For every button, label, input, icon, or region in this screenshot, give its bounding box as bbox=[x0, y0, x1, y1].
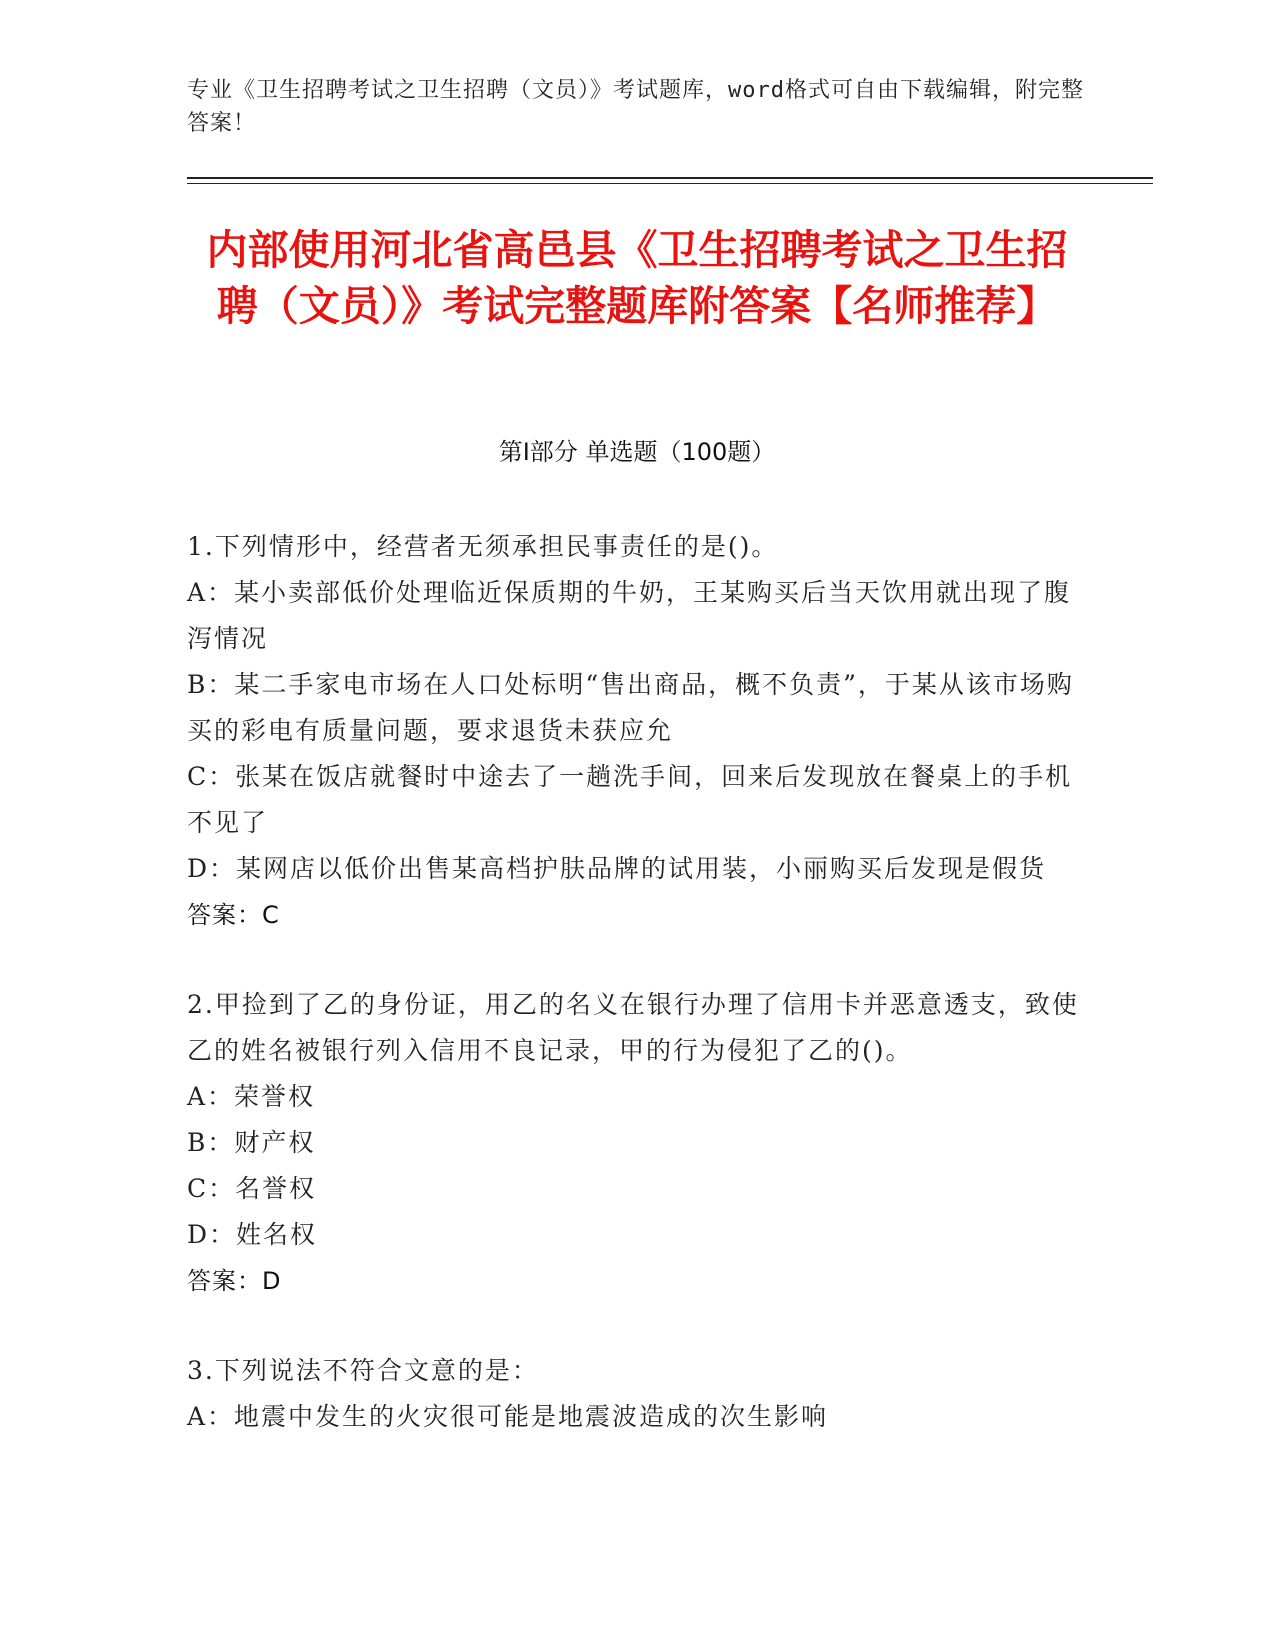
option-d: D：某网店以低价出售某高档护肤品牌的试用装，小丽购买后发现是假货 bbox=[187, 854, 1047, 883]
option-b: B：某二手家电市场在人口处标明“售出商品，概不负责”，于某从该市场购买的彩电有质量问题，要求退货未获应允 bbox=[187, 670, 1074, 745]
answer-line: 答案：C bbox=[187, 901, 280, 929]
answer-line: 答案：D bbox=[187, 1267, 282, 1295]
header-divider-thick bbox=[187, 177, 1153, 179]
question-2 bbox=[187, 982, 1087, 1304]
question-3 bbox=[187, 1348, 1087, 1440]
option-b: B：财产权 bbox=[187, 1128, 316, 1157]
question-stem: 3.下列说法不符合文意的是： bbox=[187, 1356, 539, 1385]
section-heading: 第Ⅰ部分 单选题（100题） bbox=[498, 438, 776, 466]
document-title: 内部使用河北省高邑县《卫生招聘考试之卫生招聘（文员）》考试完整题库附答案【名师推荐】 bbox=[206, 226, 1068, 330]
header-note: 专业《卫生招聘考试之卫生招聘（文员）》考试题库，word格式可自由下载编辑，附完整答案！ bbox=[187, 78, 1084, 136]
option-a: A：荣誉权 bbox=[187, 1082, 316, 1111]
option-d: D：姓名权 bbox=[187, 1220, 318, 1249]
question-1 bbox=[187, 524, 1087, 938]
header-divider-thin bbox=[187, 183, 1153, 184]
question-stem: 2.甲捡到了乙的身份证，用乙的名义在银行办理了信用卡并恶意透支，致使乙的姓名被银行列入信用不良记录，甲的行为侵犯了乙的()。 bbox=[187, 990, 1079, 1065]
question-stem: 1.下列情形中，经营者无须承担民事责任的是()。 bbox=[187, 532, 779, 561]
option-a: A：地震中发生的火灾很可能是地震波造成的次生影响 bbox=[187, 1402, 829, 1431]
option-c: C：张某在饭店就餐时中途去了一趟洗手间，回来后发现放在餐桌上的手机不见了 bbox=[187, 762, 1073, 837]
option-a: A：某小卖部低价处理临近保质期的牛奶，王某购买后当天饮用就出现了腹泻情况 bbox=[187, 578, 1072, 653]
option-c: C：名誉权 bbox=[187, 1174, 317, 1203]
question-list bbox=[187, 524, 1087, 1484]
